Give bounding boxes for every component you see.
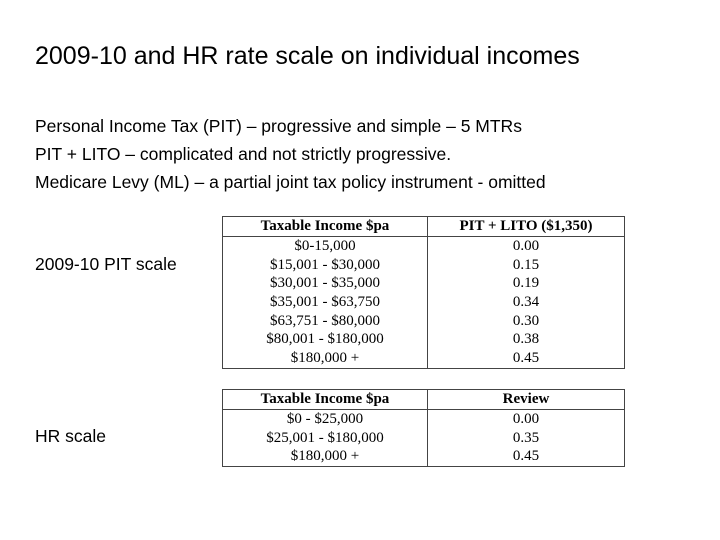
table-row <box>223 293 625 312</box>
rate-cell: 0.35 <box>512 429 540 446</box>
column-header: Taxable Income $pa <box>223 217 428 237</box>
income-bracket-cell: $180,000 + <box>223 349 428 368</box>
table-row <box>223 255 625 274</box>
slide-title: 2009-10 and HR rate scale on individual incomes <box>35 42 580 70</box>
income-bracket-cell: $25,001 - $180,000 <box>223 428 428 447</box>
rate-cell: 0.45 <box>512 448 540 465</box>
income-bracket-cell: $15,001 - $30,000 <box>223 255 428 274</box>
rate-cell: 0.45 <box>512 350 540 367</box>
column-header: PIT + LITO ($1,350) <box>428 217 625 237</box>
income-bracket-cell: $0-15,000 <box>223 236 428 255</box>
table-row <box>223 409 625 428</box>
income-bracket-cell: $35,001 - $63,750 <box>223 293 428 312</box>
rate-cell: 0.15 <box>512 256 540 273</box>
column-header: Review <box>428 390 625 410</box>
table-row <box>223 349 625 368</box>
income-bracket-cell: $30,001 - $35,000 <box>223 274 428 293</box>
table-row <box>223 274 625 293</box>
table-row <box>223 330 625 349</box>
hr-scale-label: HR scale <box>35 426 106 446</box>
bullet-item: Personal Income Tax (PIT) – progressive and simple – 5 MTRs <box>35 116 522 136</box>
income-bracket-cell: $63,751 - $80,000 <box>223 311 428 330</box>
pit-scale-label: 2009-10 PIT scale <box>35 254 177 274</box>
table-row <box>223 236 625 255</box>
rate-cell: 0.00 <box>512 238 540 255</box>
rate-cell: 0.34 <box>512 294 540 311</box>
pit-scale-table <box>222 216 625 369</box>
income-bracket-cell: $180,000 + <box>223 447 428 466</box>
hr-scale-table <box>222 389 625 467</box>
rate-cell: 0.30 <box>512 312 540 329</box>
bullet-item: PIT + LITO – complicated and not strictly progressive. <box>35 144 452 164</box>
rate-cell: 0.19 <box>512 275 540 292</box>
column-header: Taxable Income $pa <box>223 390 428 410</box>
rate-cell: 0.00 <box>512 411 540 428</box>
income-bracket-cell: $0 - $25,000 <box>223 409 428 428</box>
bullet-list <box>35 112 546 196</box>
income-bracket-cell: $80,001 - $180,000 <box>223 330 428 349</box>
table-row <box>223 428 625 447</box>
table-row <box>223 311 625 330</box>
rate-cell: 0.38 <box>512 331 540 348</box>
table-row <box>223 447 625 466</box>
bullet-item: Medicare Levy (ML) – a partial joint tax policy instrument - omitted <box>35 172 546 192</box>
